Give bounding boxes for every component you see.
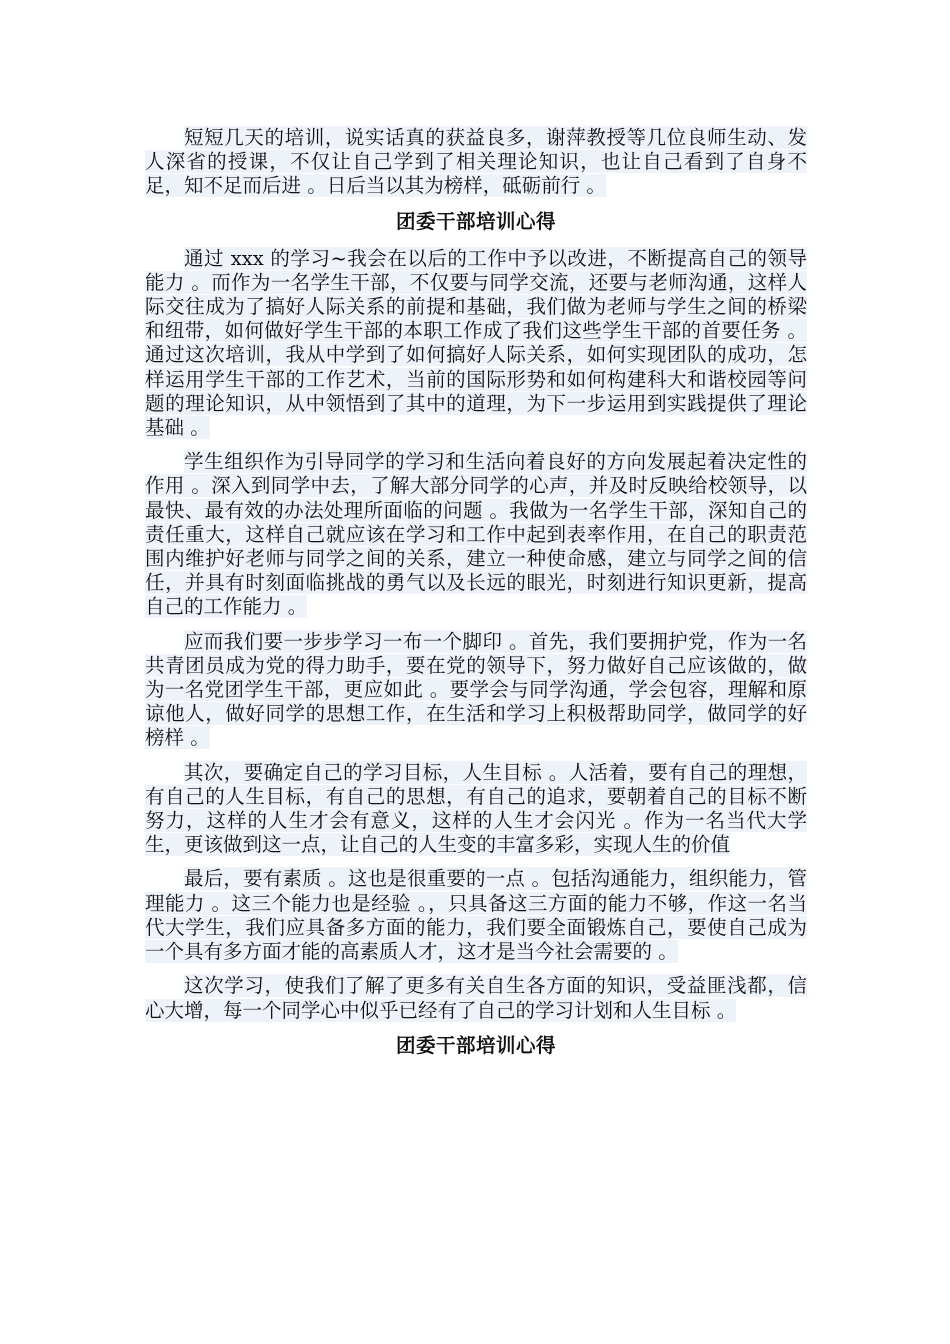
- body-paragraph-text: 学生组织作为引导同学的学习和生活向着良好的方向发展起着决定性的作用 。深入到同学中去，了解大部分同学的心声，并及时反映给校领导，以最快、最有效的办法处理所面临的问题 。我做为一名学生干部，深知自己的责任重大，这样自己就应该在学习和工作中起到表率作用，在自己的职责范围内维护好老师与同学之间的关系，建立一种使命感，建立与同学之间的信任，并具有时刻面临挑战的勇气以及长远的眼光，时刻进行知识更新，提高自己的工作能力 。: [145, 450, 807, 619]
- body-paragraph-1: [145, 247, 807, 441]
- body-paragraph-5: [145, 867, 807, 964]
- section-title: 团委干部培训心得: [395, 209, 556, 233]
- document-body: [145, 126, 807, 1071]
- body-paragraph-3: [145, 630, 807, 751]
- body-paragraph-6: [145, 974, 807, 1022]
- section-title-repeat: 团委干部培训心得: [395, 1033, 556, 1057]
- intro-paragraph: [145, 126, 807, 199]
- body-paragraph-text: 这次学习，使我们了解了更多有关自生各方面的知识，受益匪浅都，信心大增，每一个同学心中似乎已经有了自己的学习计划和人生目标 。: [145, 974, 807, 1022]
- body-paragraph-4: [145, 761, 807, 858]
- body-paragraph-text: 其次，要确定自己的学习目标，人生目标 。人活着，要有自己的理想，有自己的人生目标，有自己的思想，有自己的追求，要朝着自己的目标不断努力，这样的人生才会有意义，这样的人生才会闪光 。作为一名当代大学生，更该做到这一点，让自己的人生变的丰富多彩，实现人生的价值: [145, 760, 807, 857]
- body-paragraph-2: [145, 450, 807, 619]
- intro-paragraph-text: 短短几天的培训，说实话真的获益良多，谢萍教授等几位良师生动、发人深省的授课，不仅让自己学到了相关理论知识，也让自己看到了自身不足，知不足而后进 。日后当以其为榜样，砥砺前行 。: [145, 126, 807, 198]
- body-paragraph-text: 应而我们要一步步学习一布一个脚印 。首先，我们要拥护党，作为一名共青团员成为党的得力助手，要在党的领导下，努力做好自己应该做的，做为一名党团学生干部，更应如此 。要学会与同学沟通，学会包容，理解和原谅他人，做好同学的思想工作，在生活和学习上积极帮助同学，做同学的好榜样 。: [145, 629, 807, 750]
- body-paragraph-text: 最后，要有素质 。这也是很重要的一点 。包括沟通能力，组织能力，管理能力 。这三个能力也是经验 。，只具备这三方面的能力不够，作这一名当代大学生，我们应具备多方面的能力，我们要全面锻炼自己，要使自己成为一个具有多方面才能的高素质人才，这才是当今社会需要的 。: [145, 867, 807, 964]
- body-paragraph-text: 通过 xxx 的学习~我会在以后的工作中予以改进，不断提高自己的领导能力 。而作为一名学生干部，不仅要与同学交流，还要与老师沟通，这样人际交往成为了搞好人际关系的前提和基础，我们做为老师与学生之间的桥梁和纽带，如何做好学生干部的本职工作成了我们这些学生干部的首要任务 。通过这次培训，我从中学到了如何搞好人际关系，如何实现团队的成功，怎样运用学生干部的工作艺术，当前的国际形势和如何构建科大和谐校园等问题的理论知识，从中领悟到了其中的道理，为下一步运用到实践提供了理论基础 。: [145, 246, 807, 440]
